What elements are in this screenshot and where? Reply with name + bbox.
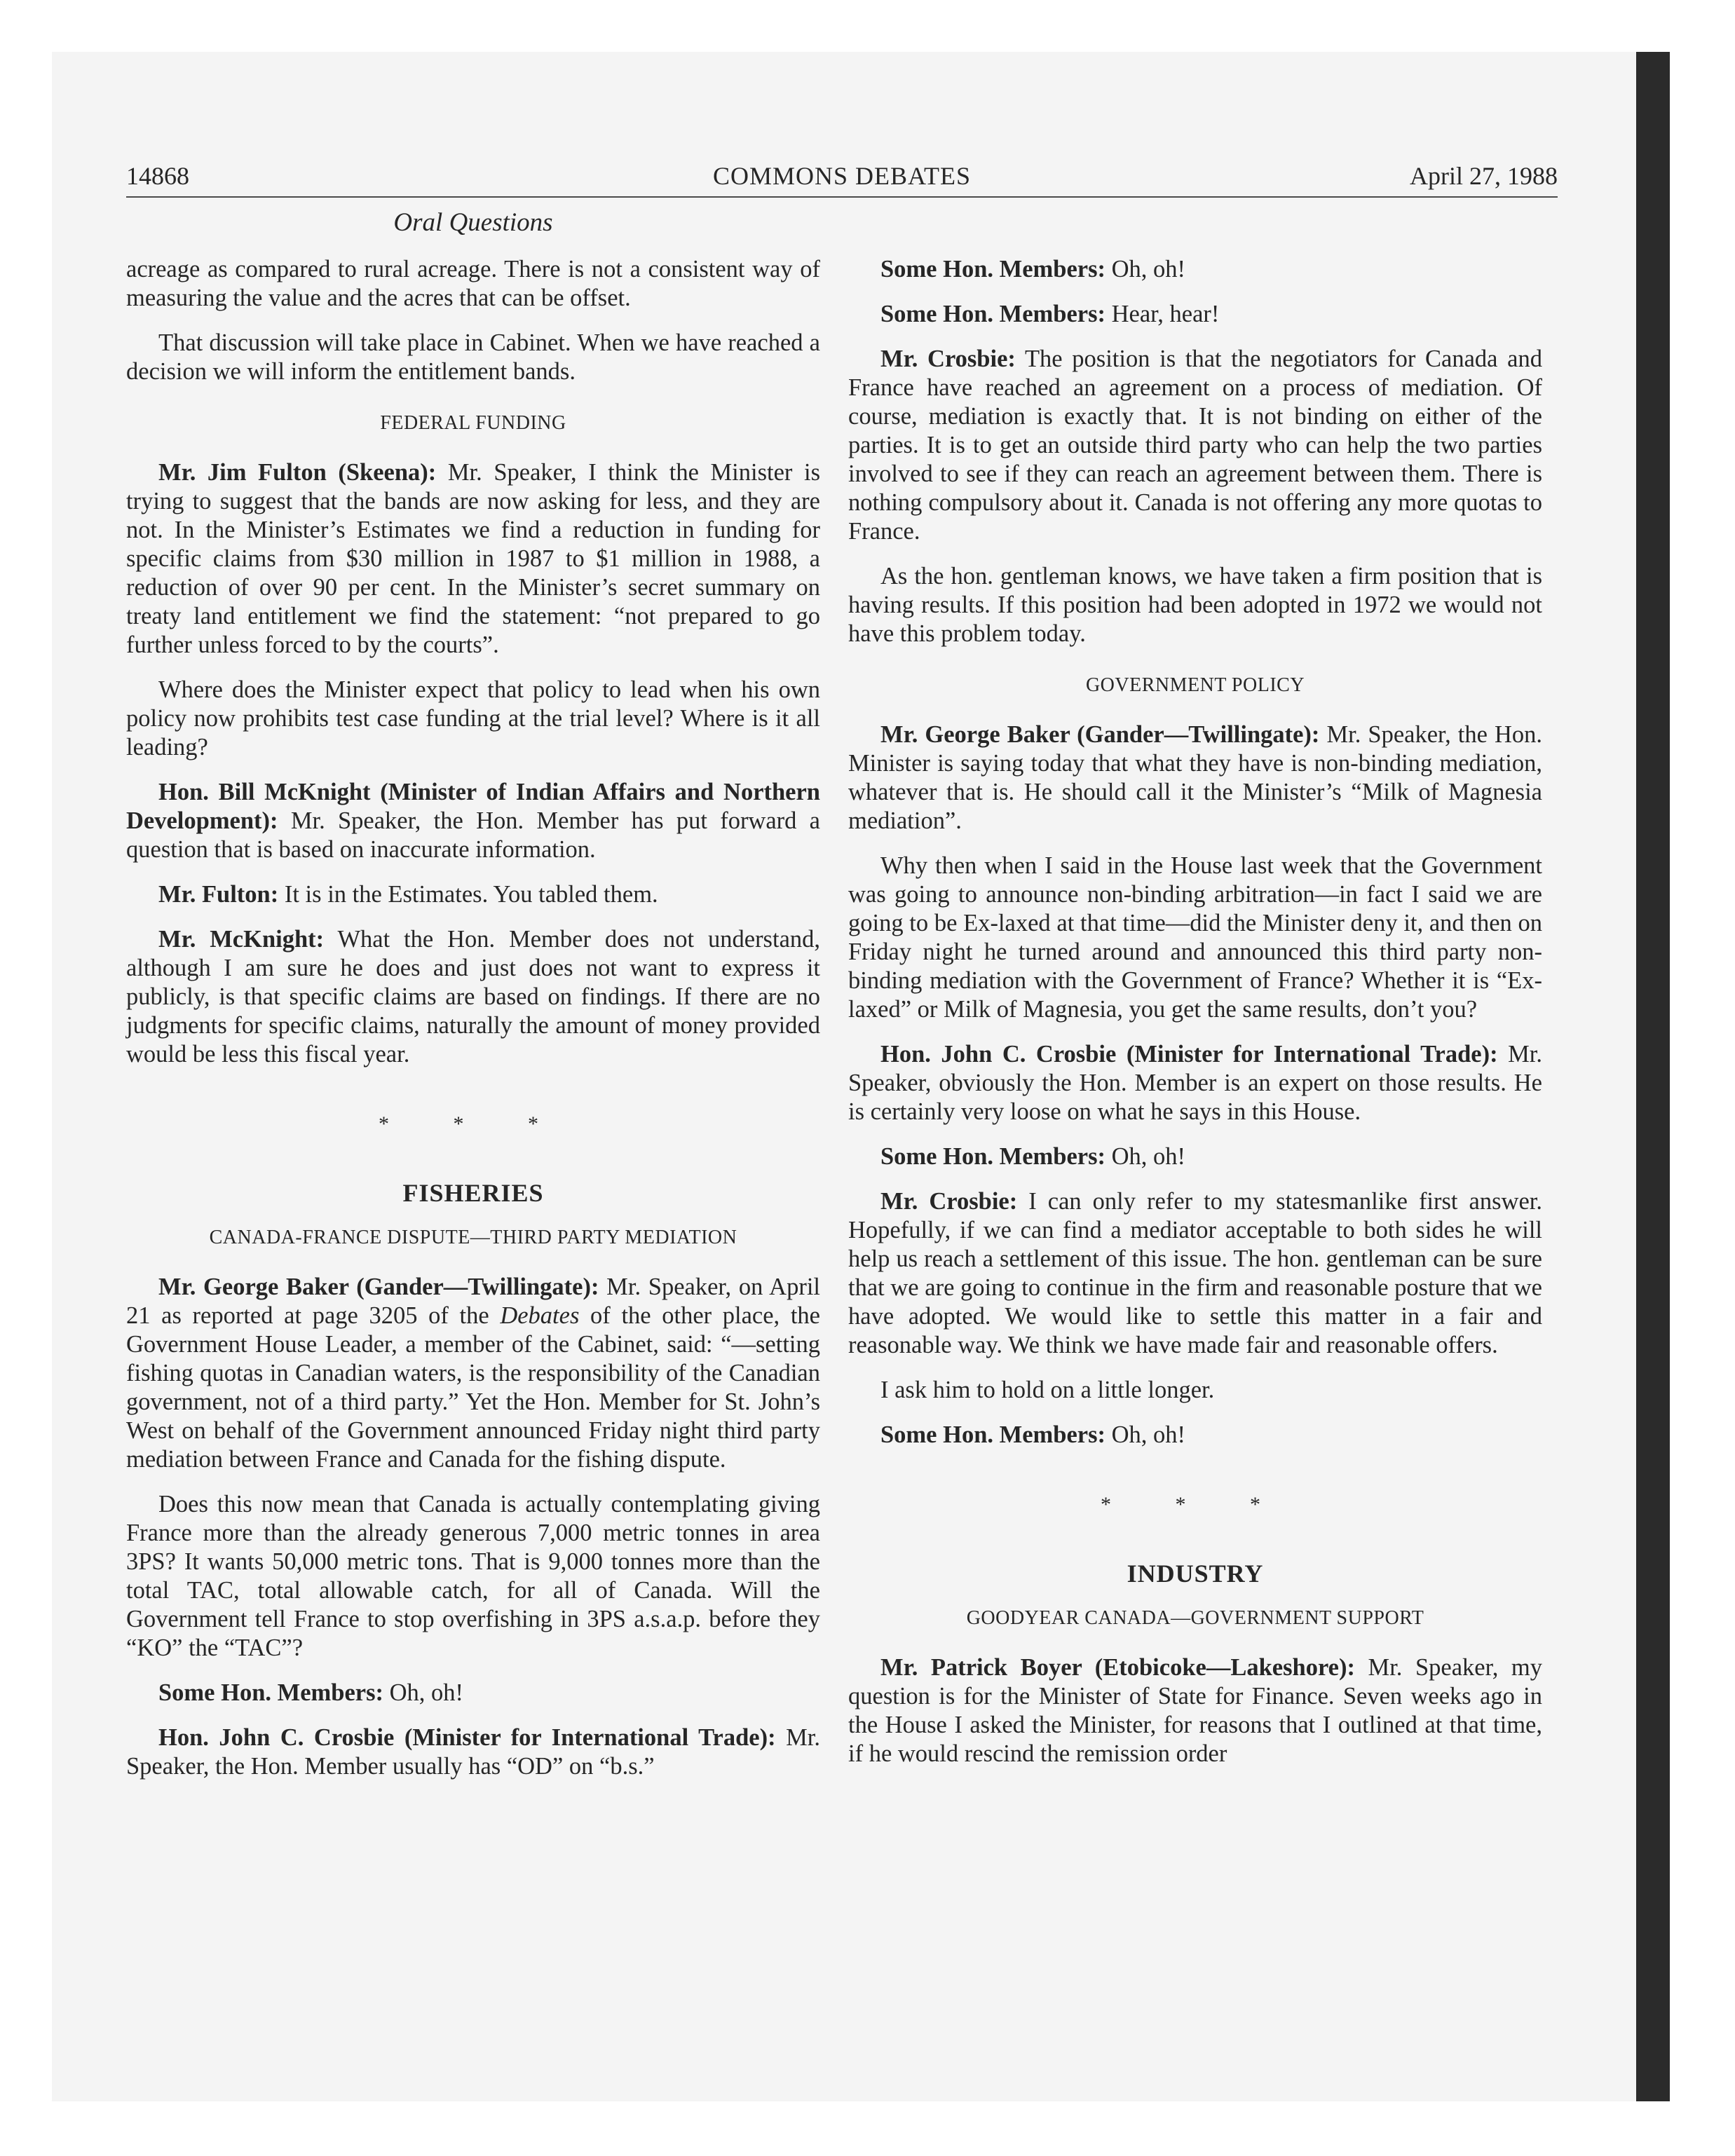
paragraph: As the hon. gentleman knows, we have taken a firm position that is having results. If this position had been adopted in 1972 we would not have this problem today. — [848, 563, 1542, 647]
section-separator: * * * — [379, 1112, 568, 1135]
paragraph — [848, 1040, 1542, 1126]
speech-text: The position is that the negotiators for Canada and France have reached an agreement on a process of mediation. Of course, mediation is exactly that. It is not binding on either of the parties. It is to get an outside third party who can help the two parties involved to see if they can reach an agreement between them. There is nothing compulsory about it. Canada is not offering any more quotas to France. — [848, 346, 1542, 545]
publication-date: April 27, 1988 — [1410, 162, 1558, 190]
speaker-name: Hon. John C. Crosbie (Minister for International Trade): — [158, 1724, 776, 1751]
paragraph — [126, 778, 820, 864]
subheading: FEDERAL FUNDING — [380, 412, 566, 434]
subheading: CANADA-FRANCE DISPUTE—THIRD PARTY MEDIATION — [209, 1227, 737, 1248]
speaker-name: Some Hon. Members: — [880, 256, 1105, 282]
speech-text: Oh, oh! — [383, 1679, 464, 1706]
publication-title: COMMONS DEBATES — [712, 162, 972, 190]
section-label: Oral Questions — [393, 208, 553, 237]
paragraph — [126, 1724, 820, 1781]
speech-text: Hear, hear! — [1105, 301, 1220, 327]
speech-text: Mr. Speaker, the Hon. Minister is saying today that what they have is non-binding mediation, whatever that is. He should call it the Minister’s “Milk of Magnesia mediation”. — [848, 721, 1542, 834]
speech-text: Oh, oh! — [1105, 1143, 1186, 1170]
speech-text: I can only refer to my statesmanlike first answer. Hopefully, if we can find a mediator acceptable to both sides he will help us reach a settlement of this issue. The hon. gentleman can be sure that we are going to continue in the firm and reasonable posture that we have adopted. We would like to settle this matter in a fair and reasonable way. We think we have made fair and reasonable offers. — [848, 1188, 1542, 1358]
paragraph — [848, 1421, 1542, 1449]
speech-text: of the other place, the Government House Leader, a member of the Cabinet, said: “—setting fishing quotas in Canadian waters, is the responsibility of the Canadian government, not of a third party.” Yet the Hon. Member for St. John’s West on behalf of the Government announced Friday night third party mediation between France and Canada for the fishing dispute. — [126, 1302, 820, 1473]
paragraph: acreage as compared to rural acreage. There is not a consistent way of measuring the value and the acres that can be offset. — [126, 256, 820, 311]
paragraph — [848, 721, 1542, 835]
speech-text: Mr. Speaker, my question is for the Minister of State for Finance. Seven weeks ago in the House I asked the Minister, for reasons that I outlined at that time, if he would rescind the remission order — [848, 1654, 1542, 1767]
speech-text: Mr. Speaker, the Hon. Member has put forward a question that is based on inaccurate information. — [126, 807, 820, 863]
speaker-name: Some Hon. Members: — [880, 1421, 1105, 1448]
subheading: GOVERNMENT POLICY — [1085, 674, 1305, 696]
speech-text: It is in the Estimates. You tabled them. — [278, 881, 658, 908]
speech-text: Mr. Speaker, obviously the Hon. Member is an expert on those results. He is certainly very loose on what he says in this House. — [848, 1041, 1543, 1125]
paragraph — [126, 1273, 820, 1474]
speaker-name: Mr. Crosbie: — [880, 1188, 1018, 1215]
paragraph: That discussion will take place in Cabinet. When we have reached a decision we will inform the entitlement bands. — [126, 329, 820, 385]
paragraph — [126, 925, 820, 1069]
speech-text: What the Hon. Member does not understand, although I am sure he does and just does not want to express it publicly, is that specific claims are based on findings. If there are no judgments for specific claims, naturally the amount of money provided would be less this fiscal year. — [126, 926, 821, 1067]
paragraph — [848, 1142, 1542, 1171]
paragraph: Why then when I said in the House last week that the Government was going to announce non-binding arbitration—in fact I said we are going to be Ex-laxed at that time—did the Minister deny it, and then on Friday night he turned around and announced this third party non-binding mediation with the Government of France? Whether it is “Ex-laxed” or Milk of Magnesia, you get the same results, don’t you? — [848, 852, 1542, 1023]
paragraph — [848, 1187, 1542, 1360]
subheading: GOODYEAR CANADA—GOVERNMENT SUPPORT — [966, 1607, 1424, 1629]
paragraph — [126, 880, 820, 909]
paragraph: Where does the Minister expect that policy to lead when his own policy now prohibits test case funding at the trial level? Where is it all leading? — [126, 676, 820, 760]
paragraph: Does this now mean that Canada is actually contemplating giving France more than the already generous 7,000 metric tonnes in area 3PS? It wants 50,000 metric tons. That is 9,000 tonnes more than the total TAC, total allowable catch, for all of Canada. Will the Government tell France to stop overfishing in 3PS a.s.a.p. before they “KO” the “TAC”? — [126, 1491, 820, 1661]
section-heading: FISHERIES — [402, 1179, 544, 1207]
right-column — [848, 255, 1542, 1785]
left-column — [126, 255, 820, 1797]
paragraph — [848, 300, 1542, 329]
speech-text: Mr. Speaker, the Hon. Member usually has “OD” on “b.s.” — [126, 1724, 821, 1780]
speech-text: Oh, oh! — [1105, 256, 1186, 282]
page-number: 14868 — [126, 162, 189, 190]
speaker-name: Mr. George Baker (Gander—Twillingate): — [158, 1274, 599, 1300]
scan-edge-shadow — [1636, 52, 1670, 2101]
paragraph — [126, 458, 820, 660]
speaker-name: Mr. Crosbie: — [880, 346, 1016, 372]
speech-text: Oh, oh! — [1105, 1421, 1186, 1448]
speaker-name: Mr. McKnight: — [158, 926, 325, 953]
paragraph — [848, 255, 1542, 284]
paragraph — [126, 1679, 820, 1707]
speaker-name: Some Hon. Members: — [880, 301, 1105, 327]
speaker-name: Mr. Jim Fulton (Skeena): — [158, 459, 437, 486]
paragraph — [848, 1653, 1542, 1768]
paragraph: I ask him to hold on a little longer. — [880, 1377, 1215, 1403]
speaker-name: Some Hon. Members: — [158, 1679, 383, 1706]
speaker-name: Hon. John C. Crosbie (Minister for International Trade): — [880, 1041, 1498, 1067]
section-separator: * * * — [1101, 1493, 1290, 1516]
speaker-name: Mr. Fulton: — [158, 881, 279, 908]
speaker-name: Some Hon. Members: — [880, 1143, 1105, 1170]
page-header — [126, 158, 1558, 198]
speech-text: Mr. Speaker, on April 21 as reported at page 3205 of the — [126, 1274, 820, 1329]
speaker-name: Mr. Patrick Boyer (Etobicoke—Lakeshore): — [880, 1654, 1355, 1681]
section-heading: INDUSTRY — [1127, 1560, 1264, 1588]
speaker-name: Hon. Bill McKnight (Minister of Indian Affairs and Northern Development): — [126, 779, 820, 834]
speech-text: Mr. Speaker, I think the Minister is trying to suggest that the bands are now asking for less, and they are not. In the Minister’s Estimates we find a reduction in funding for specific claims from $30 million in 1987 to $1 million in 1988, a reduction of over 90 per cent. In the Minister’s secret summary on treaty land entitlement we find the statement: “not prepared to go further unless forced to by the courts”. — [126, 459, 820, 658]
speaker-name: Mr. George Baker (Gander—Twillingate): — [880, 721, 1320, 748]
paragraph — [848, 345, 1542, 546]
italic-title: Debates — [500, 1302, 580, 1329]
